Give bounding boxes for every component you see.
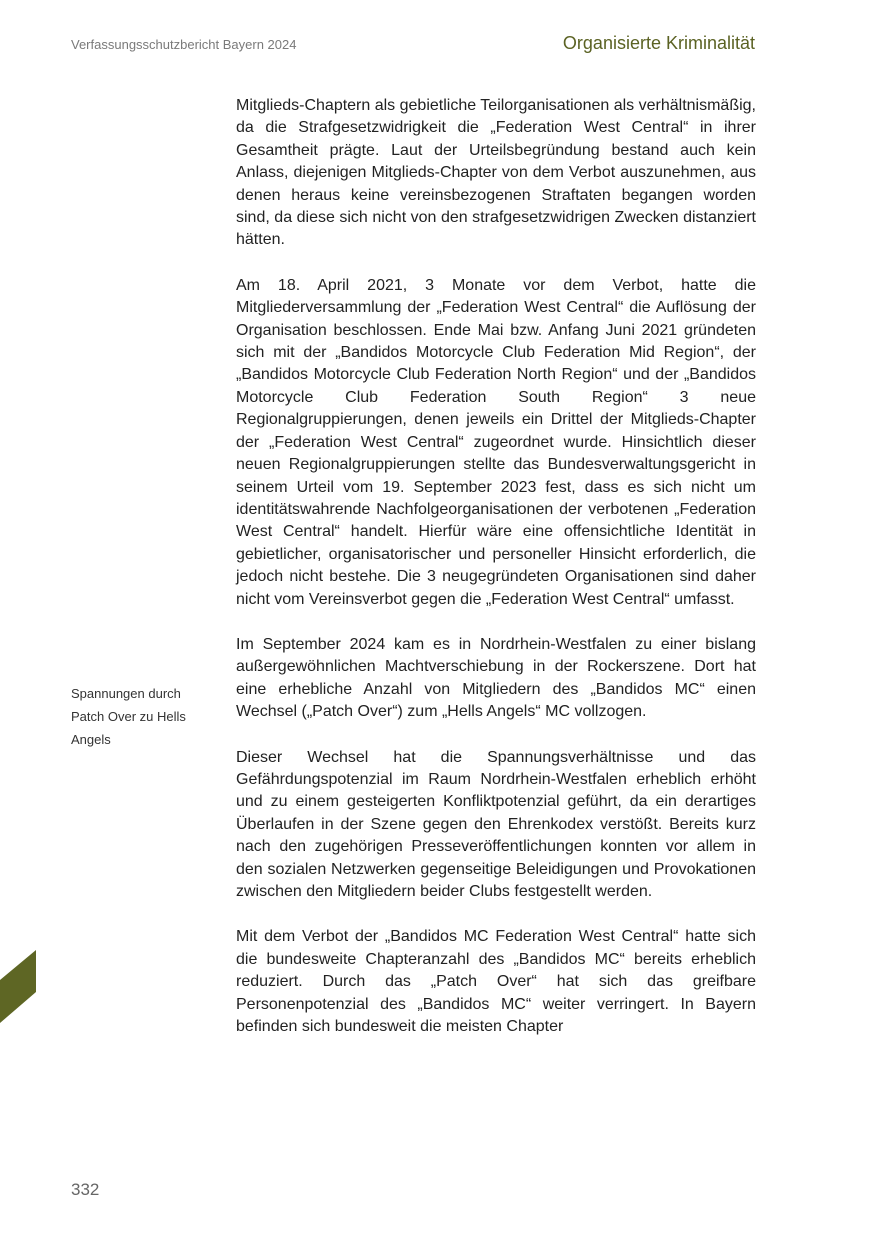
- page-number: 332: [71, 1180, 100, 1199]
- margin-note: Spannungen durch Patch Over zu Hells Angels: [71, 686, 186, 747]
- paragraph-3: Im September 2024 kam es in Nordrhein-Westfalen zu einer bislang außergewöhnlichen Machtverschiebung in der Rockerszene. Dort hat eine erhebliche Anzahl von Mitgliedern des „Bandidos MC“ einen Wechsel („Patch Over“) zum „Hells Angels“ MC vollzogen.: [236, 635, 756, 721]
- section-title: Organisierte Kriminalität: [562, 33, 755, 53]
- paragraph-5: Mit dem Verbot der „Bandidos MC Federation West Central“ hatte sich die bundesweite Chapteranzahl des „Bandidos MC“ bereits erheblich reduziert. Durch das „Patch Over“ hat sich das greifbare Personenpotenzial des „Bandidos MC“ weiter verringert. In Bayern befinden sich bundesweit die meisten Chapter: [236, 928, 756, 1036]
- chapter-side-tab: [0, 950, 40, 1025]
- body-text: [236, 95, 756, 1061]
- paragraph-4: Dieser Wechsel hat die Spannungsverhältnisse und das Gefährdungspotenzial im Raum Nordrhein-Westfalen erheblich erhöht und zu einem gesteigerten Konfliktpotenzial geführt, da ein derartiges Überlaufen in der Szene gegen den Ehrenkodex verstößt. Bereits kurz nach den zugehörigen Presseveröffentlichungen konnten vor allem in den sozialen Netzwerken gegenseitige Beleidigungen und Provokationen zwischen den Mitgliedern beider Clubs festgestellt werden.: [236, 748, 756, 900]
- paragraph-1: Mitglieds-Chaptern als gebietliche Teilorganisationen als verhältnismäßig, da die Strafgesetzwidrigkeit die „Federation West Central“ in ihrer Gesamtheit prägte. Laut der Urteilsbegründung bestand auch kein Anlass, diejenigen Mitglieds-Chapter von dem Verbot auszunehmen, aus denen heraus keine vereinsbezogenen Straftaten begangen worden sind, da diese sich nicht von den strafgesetzwidrigen Zwecken distanziert hätten.: [236, 97, 756, 249]
- paragraph-2: Am 18. April 2021, 3 Monate vor dem Verbot, hatte die Mitgliederversammlung der „Federation West Central“ die Auflösung der Organisation beschlossen. Ende Mai bzw. Anfang Juni 2021 gründeten sich mit der „Bandidos Motorcycle Club Federation Mid Region“, der „Bandidos Motorcycle Club Federation North Region“ und der „Bandidos Motorcycle Club Federation South Region“ 3 neue Regionalgruppierungen, denen jeweils ein Drittel der Mitglieds-Chapter der „Federation West Central“ zugeordnet wurde. Hinsichtlich dieser neuen Regionalgruppierungen stellte das Bundesverwaltungsgericht in seinem Urteil vom 19. September 2023 fest, dass es sich nicht um identitätswahrende Nachfolgeorganisationen der verbotenen „Federation West Central“ handelt. Hierfür wäre eine offensichtliche Identität in gebietlicher, organisatorischer und personeller Hinsicht erforderlich, die jedoch nicht bestehe. Die 3 neugegründeten Organisationen sind daher nicht vom Vereinsverbot gegen die „Federation West Central“ umfasst.: [236, 276, 756, 608]
- running-header-title: Verfassungsschutzbericht Bayern 2024: [71, 37, 297, 52]
- side-tab-shape: [0, 950, 36, 1023]
